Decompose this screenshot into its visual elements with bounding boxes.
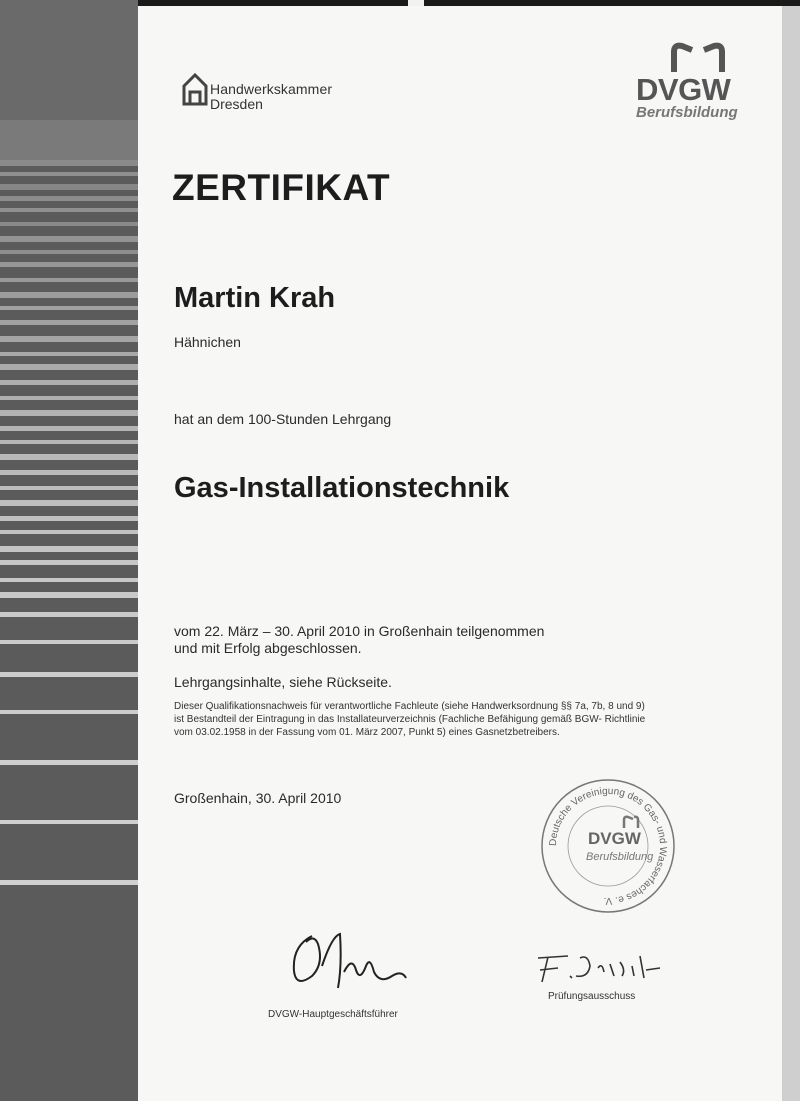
sidebar-stripe bbox=[0, 160, 138, 166]
sidebar-stripe bbox=[0, 352, 138, 356]
legal-note-line-1: Dieser Qualifikationsnachweis für verantwortliche Fachleute (siehe Handwerksordnung §§ 7a, 7b, 8 und 9) bbox=[174, 701, 645, 712]
period-line-1: vom 22. März – 30. April 2010 in Großenhain teilgenommen bbox=[174, 623, 545, 639]
sidebar-stripe bbox=[0, 396, 138, 400]
stamp-center-name: DVGW bbox=[588, 829, 641, 848]
period-line-2: und mit Erfolg abgeschlossen. bbox=[174, 640, 362, 656]
contents-note: Lehrgangsinhalte, siehe Rückseite. bbox=[174, 674, 392, 690]
sidebar-stripe bbox=[0, 426, 138, 431]
sidebar-stripe bbox=[0, 236, 138, 242]
sidebar-stripe bbox=[0, 184, 138, 190]
decorative-stripe-band bbox=[0, 0, 138, 1101]
sidebar-stripe bbox=[0, 380, 138, 385]
sidebar-stripe bbox=[0, 306, 138, 310]
issuer-left-name: Handwerkskammer bbox=[210, 81, 333, 97]
sidebar-stripe bbox=[0, 222, 138, 226]
issuer-right-name: DVGW bbox=[636, 72, 731, 107]
signature-left bbox=[282, 926, 412, 996]
sidebar-stripe bbox=[0, 172, 138, 176]
stamp-center-subtitle: Berufsbildung bbox=[586, 851, 654, 863]
intro-text: hat an dem 100-Stunden Lehrgang bbox=[174, 411, 392, 427]
sidebar-stripe bbox=[0, 612, 138, 617]
sidebar-stripe bbox=[0, 440, 138, 444]
signature-right-role: Prüfungsausschuss bbox=[548, 991, 636, 1002]
sidebar-stripe bbox=[0, 578, 138, 582]
sidebar-stripe bbox=[0, 470, 138, 475]
sidebar-stripe bbox=[0, 500, 138, 506]
legal-note-line-2: ist Bestandteil der Eintragung in das Installateurverzeichnis (Fachliche Befähigung gemäß BGW- Richtlinie bbox=[174, 714, 646, 725]
sidebar-stripe bbox=[0, 364, 138, 370]
issuer-right-subtitle: Berufsbildung bbox=[636, 104, 738, 121]
sidebar-stripe bbox=[0, 592, 138, 598]
sidebar-stripe bbox=[0, 640, 138, 644]
sidebar-stripe bbox=[0, 710, 138, 714]
recipient-place: Hähnichen bbox=[174, 334, 241, 350]
sidebar-stripe bbox=[0, 278, 138, 282]
sidebar-stripe bbox=[0, 196, 138, 201]
sidebar-stripe bbox=[0, 208, 138, 212]
stamp-logo-icon bbox=[624, 817, 638, 828]
sidebar-stripe bbox=[0, 820, 138, 824]
sidebar-stripe bbox=[0, 454, 138, 460]
stamp-ring-text: Deutsche Vereinigung des Gas- und Wasserfaches e. V. bbox=[547, 785, 669, 907]
sidebar-stripe bbox=[0, 336, 138, 342]
sidebar-stripe bbox=[0, 410, 138, 416]
sidebar-stripe bbox=[0, 292, 138, 298]
sidebar-stripe bbox=[0, 672, 138, 677]
sidebar-stripe bbox=[0, 760, 138, 765]
dvgw-stamp bbox=[538, 776, 678, 916]
signature-left-role: DVGW-Hauptgeschäftsführer bbox=[268, 1009, 398, 1020]
place-and-date: Großenhain, 30. April 2010 bbox=[174, 790, 342, 806]
legal-note-line-3: vom 03.02.1958 in der Fassung vom 01. März 2007, Punkt 5) eines Gasnetzbetreibers. bbox=[174, 727, 560, 738]
sidebar-stripe bbox=[0, 262, 138, 267]
sidebar-stripe bbox=[0, 546, 138, 552]
sidebar-stripe bbox=[0, 880, 138, 885]
signature-right bbox=[528, 948, 668, 988]
recipient-name: Martin Krah bbox=[174, 282, 336, 314]
sidebar-stripe bbox=[0, 486, 138, 490]
certificate-title: ZERTIFIKAT bbox=[172, 167, 391, 208]
sidebar-stripe bbox=[0, 120, 138, 160]
page-edge-shadow bbox=[782, 6, 800, 1101]
sidebar-stripe bbox=[0, 320, 138, 325]
sidebar-stripe bbox=[0, 250, 138, 254]
sidebar-stripe bbox=[0, 560, 138, 565]
sidebar-stripe bbox=[0, 0, 138, 120]
sidebar-stripe bbox=[0, 516, 138, 521]
handwerkskammer-logo-icon bbox=[182, 72, 208, 106]
course-title: Gas-Installationstechnik bbox=[174, 472, 510, 504]
sidebar-stripe bbox=[0, 530, 138, 534]
issuer-left-city: Dresden bbox=[210, 96, 263, 112]
dvgw-logo-icon bbox=[668, 42, 728, 74]
